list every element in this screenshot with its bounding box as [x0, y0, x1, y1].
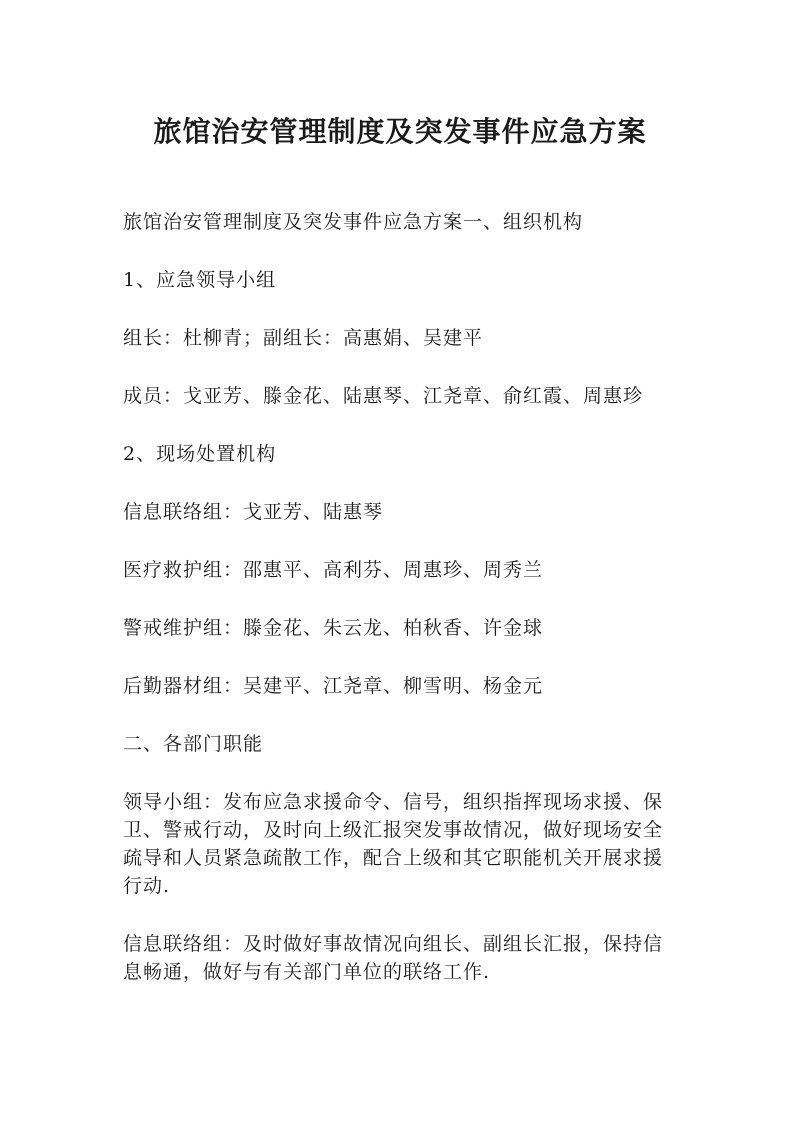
paragraph-members: 成员：戈亚芳、滕金花、陆惠琴、江尧章、俞红霞、周惠珍: [123, 385, 644, 407]
paragraph-logistics-group: 后勤器材组：吴建平、江尧章、柳雪明、杨金元: [123, 675, 544, 697]
paragraph-section-functions: 二、各部门职能: [123, 733, 264, 755]
paragraph-security-group: 警戒维护组：滕金花、朱云龙、柏秋香、许金球: [123, 617, 544, 639]
paragraph-leaders: 组长：杜柳青；副组长：高惠娟、吴建平: [123, 327, 484, 349]
document-title: 旅馆治安管理制度及突发事件应急方案: [153, 115, 647, 148]
paragraph-liaison-duties: 信息联络组：及时做好事故情况向组长、副组长汇报，保持信息畅通，做好与有关部门单位的联络工作.: [123, 933, 664, 983]
document-body: [123, 208, 668, 1016]
paragraph-section-leadership: 1、应急领导小组: [123, 269, 277, 291]
paragraph-intro: 旅馆治安管理制度及突发事件应急方案一、组织机构: [123, 211, 584, 233]
paragraph-section-onsite: 2、现场处置机构: [123, 443, 277, 465]
paragraph-medical-group: 医疗救护组：邵惠平、高利芬、周惠珍、周秀兰: [123, 559, 544, 581]
paragraph-leadership-duties: 领导小组：发布应急求援命令、信号，组织指挥现场求援、保卫、警戒行动，及时向上级汇报突发事故情况，做好现场安全疏导和人员紧急疏散工作，配合上级和其它职能机关开展求援行动.: [123, 791, 664, 897]
paragraph-liaison-group: 信息联络组：戈亚芳、陆惠琴: [123, 501, 384, 523]
